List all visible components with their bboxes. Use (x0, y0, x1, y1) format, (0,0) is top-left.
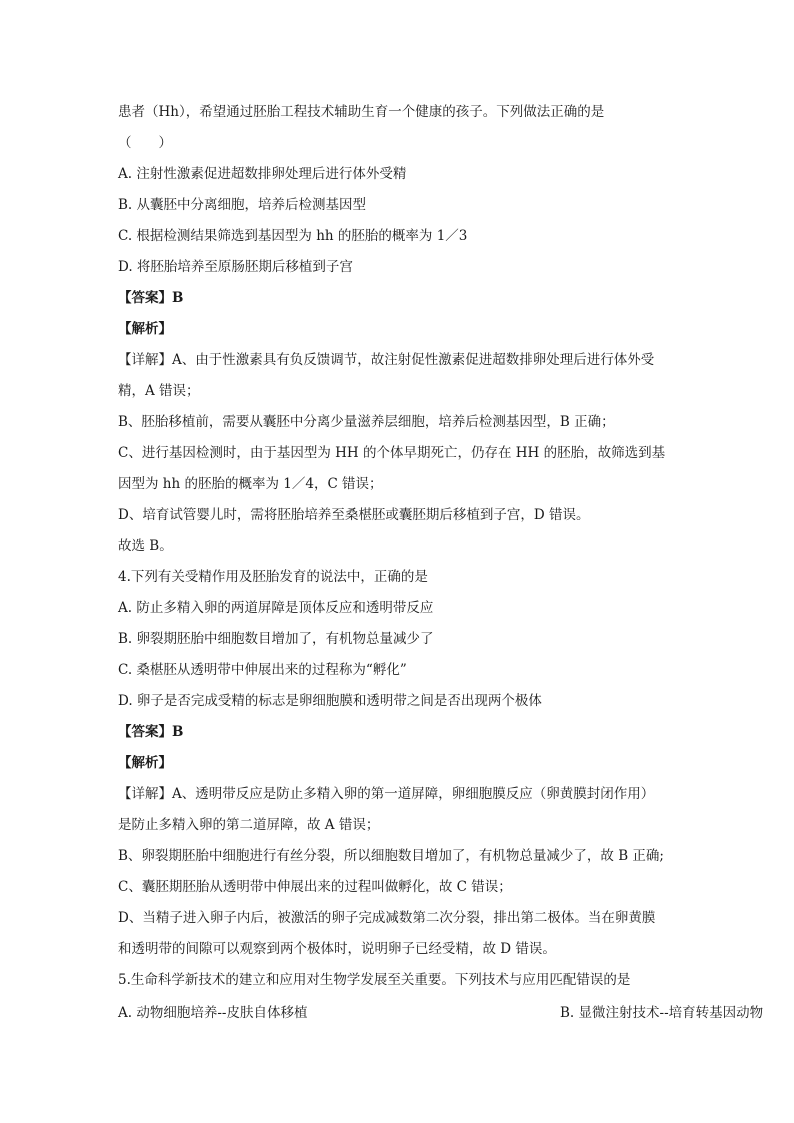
q4-detail-line: 是防止多精入卵的第二道屏障，故 A 错误； (118, 817, 380, 833)
q3-detail-line: D、培育试管婴儿时，需将胚胎培养至桑椹胚或囊胚期后移植到子宫，D 错误。 (118, 507, 590, 523)
q4-stem: 4.下列有关受精作用及胚胎发育的说法中，正确的是 (118, 569, 428, 585)
q4-option-c: C. 桑椹胚从透明带中伸展出来的过程称为“孵化” (118, 662, 407, 678)
q4-detail-line: 和透明带的间隙可以观察到两个极体时，说明卵子已经受精，故 D 错误。 (118, 941, 556, 957)
q3-stem-tail: 患者（Hh），希望通过胚胎工程技术辅助生育一个健康的孩子。下列做法正确的是 (118, 104, 605, 120)
q4-detail-line: D、当精子进入卵子内后，被激活的卵子完成减数第二次分裂，排出第二极体。当在卵黄膜 (118, 910, 656, 926)
q4-option-d: D. 卵子是否完成受精的标志是卵细胞膜和透明带之间是否出现两个极体 (118, 693, 542, 709)
q4-answer: 【答案】B (118, 724, 184, 740)
q5-option-b: B. 显微注射技术--培育转基因动物 (560, 1005, 764, 1021)
q5-options-row (118, 1003, 764, 1023)
q3-option-c: C. 根据检测结果筛选到基因型为 hh 的胚胎的概率为 1／3 (118, 228, 468, 244)
q3-detail-line: 因型为 hh 的胚胎的概率为 1／4，C 错误； (118, 476, 383, 492)
q4-option-b: B. 卵裂期胚胎中细胞数目增加了，有机物总量减少了 (118, 631, 434, 647)
q4-detail-line: C、囊胚期胚胎从透明带中伸展出来的过程叫做孵化，故 C 错误； (118, 879, 512, 895)
q5-option-a: A. 动物细胞培养--皮肤自体移植 (118, 1005, 308, 1021)
q3-detail-line: B、胚胎移植前，需要从囊胚中分离少量滋养层细胞，培养后检测基因型，B 正确； (118, 414, 615, 430)
q3-option-b: B. 从囊胚中分离细胞，培养后检测基因型 (118, 197, 367, 213)
q5-stem: 5.生命科学新技术的建立和应用对生物学发展至关重要。下列技术与应用匹配错误的是 (118, 972, 631, 988)
q3-detail-line: 精，A 错误； (118, 383, 200, 399)
q3-analysis-label: 【解析】 (118, 321, 172, 337)
q4-detail-line: B、卵裂期胚胎中细胞进行有丝分裂，所以细胞数目增加了，有机物总量减少了，故 B 正确; (118, 848, 664, 864)
q4-option-a: A. 防止多精入卵的两道屏障是顶体反应和透明带反应 (118, 600, 434, 616)
q3-conclusion: 故选 B。 (118, 538, 173, 554)
q4-detail-line: 【详解】A、透明带反应是防止多精入卵的第一道屏障，卵细胞膜反应（卵黄膜封闭作用） (118, 786, 655, 802)
q3-option-d: D. 将胚胎培养至原肠胚期后移植到子宫 (118, 259, 353, 275)
q3-detail-line: 【详解】A、由于性激素具有负反馈调节，故注射促性激素促进超数排卵处理后进行体外受 (118, 352, 655, 368)
q3-answer-bracket: （ ） (118, 135, 172, 151)
q3-detail-line: C、进行基因检测时，由于基因型为 HH 的个体早期死亡，仍存在 HH 的胚胎，故筛选到基 (118, 445, 666, 461)
q3-option-a: A. 注射性激素促进超数排卵处理后进行体外受精 (118, 166, 407, 182)
q3-answer: 【答案】B (118, 290, 184, 306)
q4-analysis-label: 【解析】 (118, 755, 172, 771)
